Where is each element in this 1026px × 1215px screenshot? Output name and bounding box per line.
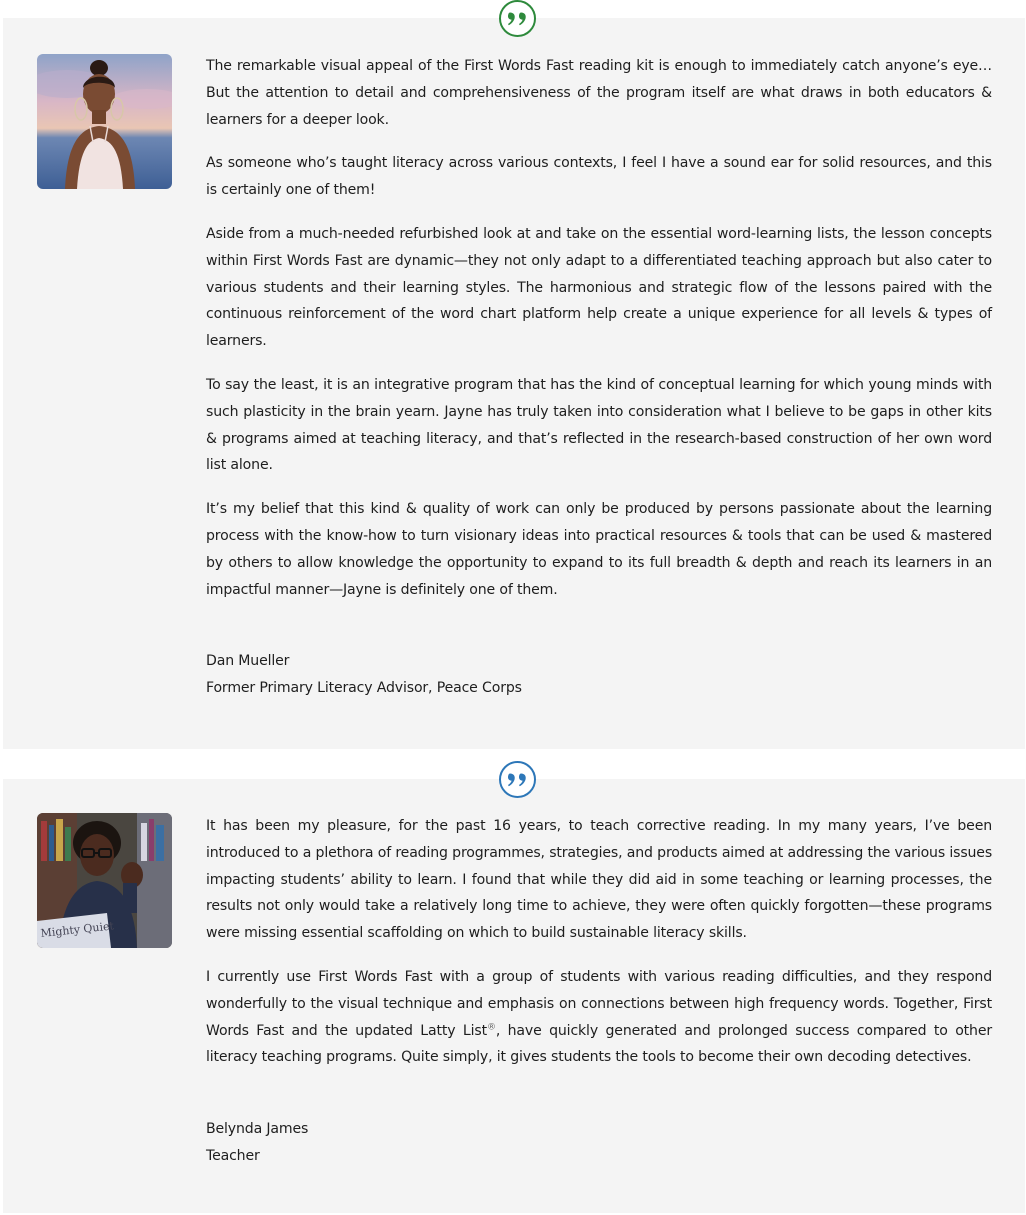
testimonial-paragraph: It’s my belief that this kind & quality of work can only be produced by persons passionate about the learning process with the know-how to turn visionary ideas into practical resources & tools that can be used & mastered by others to allow knowledge the opportunity to expand to its full breadth & depth and reach its learners in an impactful manner—Jayne is definitely one of them.: [206, 501, 992, 598]
author-name: Belynda James: [206, 1121, 309, 1138]
author-signature: [206, 1116, 992, 1170]
author-avatar: [37, 813, 172, 948]
registered-mark: ®: [486, 1021, 496, 1032]
quote-icon: [499, 761, 536, 798]
author-name: Dan Mueller: [206, 653, 290, 670]
author-avatar: [37, 54, 172, 189]
testimonial-paragraph: It has been my pleasure, for the past 16 years, to teach corrective reading. In my many years, I’ve been introduced to a plethora of reading programmes, strategies, and products aimed at addressing the various issues impacting students’ ability to learn. I found that while they did aid in some teaching or learning processes, the results not only would take a relatively long time to achieve, they were often quickly forgotten—these programs were missing essential scaffolding on which to build sustainable literacy skills.: [206, 818, 993, 942]
testimonial-card: [3, 18, 1025, 749]
testimonial-paragraph: Aside from a much-needed refurbished look at and take on the essential word-learning lists, the lesson concepts within First Words Fast are dynamic—they not only adapt to a differentiated teaching approach but also cater to various students and their learning styles. The harmonious and strategic flow of the lessons paired with the continuous reinforcement of the word chart platform help create a unique experience for all levels & types of learners.: [206, 225, 992, 350]
paragraph-text: I currently use First Words Fast with a group of students with various reading difficulties, and they respond wonderfully to the visual technique and emphasis on connections between high frequency words. Together, First Words Fast and the updated Latty List: [206, 968, 992, 1039]
testimonial-paragraph: The remarkable visual appeal of the First Words Fast reading kit is enough to immediately catch anyone’s eye… But the attention to detail and comprehensiveness of the program itself are what draws in both educators & learners for a deeper look.: [206, 58, 992, 128]
testimonial-card: [3, 779, 1025, 1213]
testimonial-paragraph: As someone who’s taught literacy across various contexts, I feel I have a sound ear for solid resources, and this is certainly one of them!: [206, 155, 992, 199]
testimonial-body: [206, 53, 992, 702]
author-signature: [206, 648, 992, 702]
photo-caption: Mighty Quiet: [39, 919, 115, 940]
testimonial-paragraph: [206, 964, 992, 1071]
author-title: Former Primary Literacy Advisor, Peace Corps: [206, 680, 522, 697]
author-title: Teacher: [206, 1148, 260, 1165]
paragraph-text: , have quickly generated and prolonged success compared to other literacy teaching programs. Quite simply, it gives students the tools to become their own decoding detectives.: [206, 1022, 992, 1066]
testimonial-paragraph: To say the least, it is an integrative program that has the kind of conceptual learning for which young minds with such plasticity in the brain yearn. Jayne has truly taken into consideration what I believe to be gaps in other kits & programs aimed at teaching literacy, and that’s reflected in the research-based construction of her own word list alone.: [206, 376, 992, 474]
testimonial-body: [206, 813, 992, 1170]
quote-icon: [499, 0, 536, 37]
